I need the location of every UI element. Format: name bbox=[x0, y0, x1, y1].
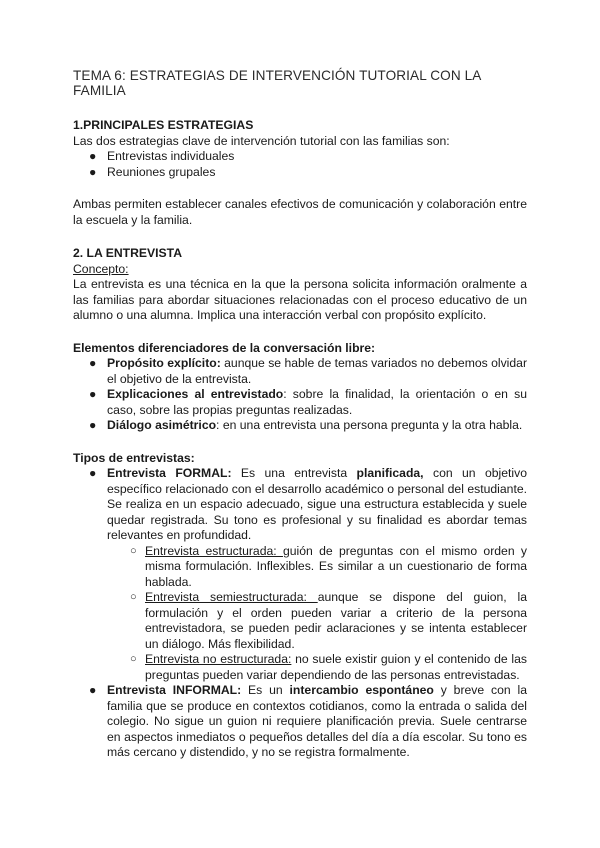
bullet-icon: ● bbox=[89, 418, 97, 432]
types-heading: Tipos de entrevistas: bbox=[73, 450, 195, 465]
bullet-icon: ● bbox=[89, 387, 97, 401]
section-1-outro: Ambas permiten establecer canales efectivos de comunicación y colaboración entre la escuela y la familia. bbox=[73, 197, 527, 227]
bullet-icon: ● bbox=[89, 683, 97, 697]
types-list bbox=[73, 466, 527, 761]
circle-bullet-icon: ○ bbox=[130, 653, 137, 665]
list-item: ● Propósito explícito: aunque se hable de temas variados no debemos olvidar el objetivo de la entrevista. bbox=[89, 356, 528, 386]
bullet-icon: ● bbox=[89, 466, 97, 480]
document-page bbox=[73, 68, 527, 761]
bullet-icon: ● bbox=[89, 164, 97, 179]
document-title: TEMA 6: ESTRATEGIAS DE INTERVENCIÓN TUTORIAL CON LA FAMILIA bbox=[73, 68, 481, 98]
list-item: ● Diálogo asimétrico: en una entrevista una persona pregunta y la otra habla. bbox=[89, 418, 523, 432]
section-2-heading: 2. LA ENTREVISTA bbox=[73, 246, 183, 260]
list-item-informal: ● Entrevista INFORMAL: Es un intercambio espontáneo y breve con la familia que se produce en contextos cotidianos, como la entrada o salida del colegio. No sigue un guion ni requiere planificación previa. Suele centrarse en aspectos inmediatos o pequeños detalles del día a día escolar. Su tono es más cercano y distendido, y no se registra formalmente. bbox=[89, 683, 528, 759]
list-item: ● Reuniones grupales bbox=[89, 164, 216, 179]
concept-label: Concepto: bbox=[73, 261, 129, 276]
list-item: ● Entrevistas individuales bbox=[89, 149, 235, 163]
diff-heading: Elementos diferenciadores de la conversación libre: bbox=[73, 340, 376, 355]
list-item-semistructured: ○ Entrevista semiestructurada: aunque se dispone del guion, la formulación y el orden pueden variar a criterio de la persona entrevistadora, se pueden pedir aclaraciones y se intenta establecer un diálogo. Más flexibilidad. bbox=[130, 590, 527, 651]
section-1-heading: 1.PRINCIPALES ESTRATEGIAS bbox=[73, 118, 254, 132]
circle-bullet-icon: ○ bbox=[130, 544, 137, 557]
section-1-intro: Las dos estrategias clave de intervención tutorial con las familias son: bbox=[73, 133, 450, 148]
bullet-icon: ● bbox=[89, 356, 97, 370]
strategies-list bbox=[73, 149, 527, 180]
diff-list bbox=[73, 356, 527, 434]
list-item-structured: ○ Entrevista estructurada: guión de preguntas con el mismo orden y misma formulación. Inflexibles. Es similar a un cuestionario de forma hablada. bbox=[130, 543, 528, 589]
list-item-unstructured: ○ Entrevista no estructurada: no suele existir guion y el contenido de las preguntas pueden variar dependiendo de las personas entrevistadas. bbox=[130, 652, 527, 682]
list-item: ● Explicaciones al entrevistado: sobre la finalidad, la orientación o en su caso, sobre las propias preguntas realizadas. bbox=[89, 387, 527, 417]
concept-text: La entrevista es una técnica en la que la persona solicita información oralmente a las familias para abordar situaciones relacionadas con el proceso educativo de un alumno o una alumna. Implica una interacción verbal con propósito explícito. bbox=[73, 277, 527, 322]
bullet-icon: ● bbox=[89, 149, 97, 163]
list-item-formal: ● Entrevista FORMAL: Es una entrevista planificada, con un objetivo específico relacionado con el desarrollo académico o personal del estudiante. Se realiza en un espacio adecuado, sigue una estructura establecida y suele quedar registrada. Su tono es profesional y su finalidad es abordar temas relevantes en profundidad. bbox=[89, 466, 527, 542]
circle-bullet-icon: ○ bbox=[130, 591, 137, 603]
